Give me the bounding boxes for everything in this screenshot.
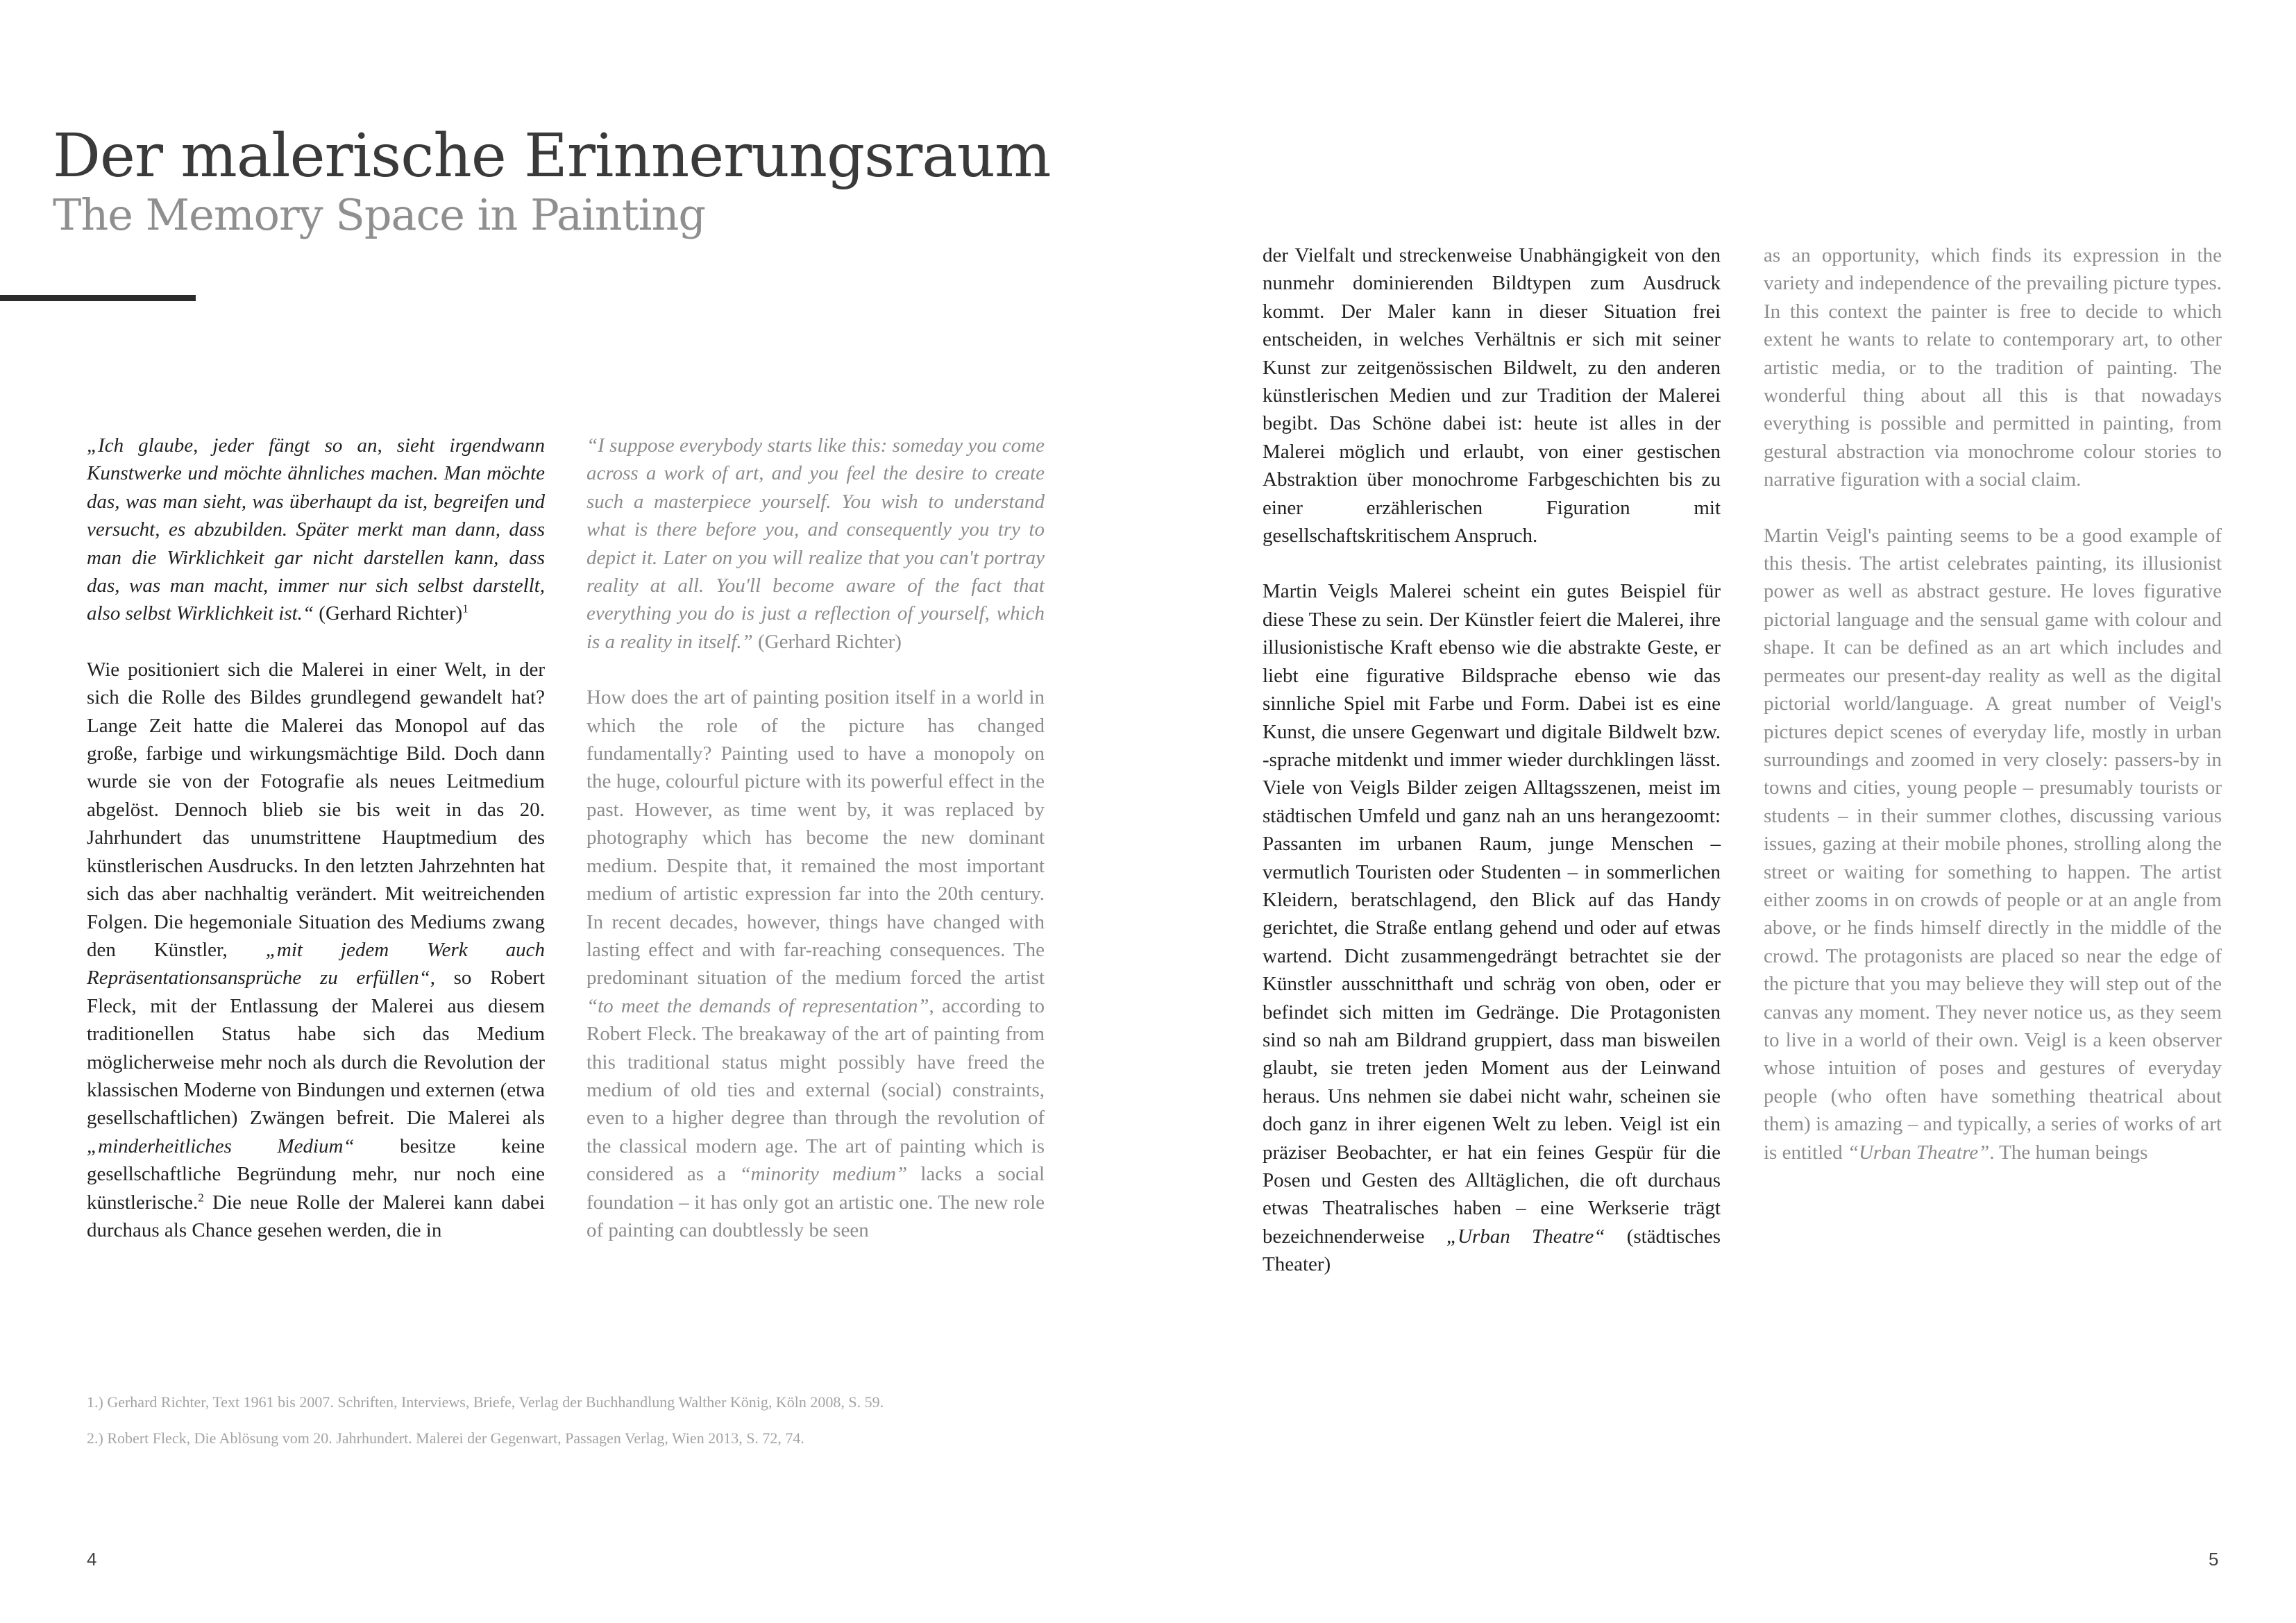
paragraph-text: (städtisches Theater) xyxy=(1263,1225,1721,1276)
quote-attribution: (Gerhard Richter) xyxy=(314,602,463,625)
paragraph-german-2 xyxy=(1263,577,1721,1278)
paragraph-english-1: as an opportunity, which finds its expression in the variety and independence of the prevailing picture types. In this context the painter is free to decide to which extent he wants to relate to contemporary art, to other artistic media, or to the tradition of painting. The wonderful thing about all this is that nowadays everything is possible and permitted in painting, from gestural abstraction via monochrome colour stories to narrative figuration with a social claim. xyxy=(1764,244,2222,491)
title-underline-rule xyxy=(0,295,196,301)
emphasis-quote: “to meet the demands of representation” xyxy=(586,994,929,1017)
page-number-right: 5 xyxy=(2209,1549,2219,1570)
paragraph-text: Wie positioniert sich die Malerei in einer Welt, in der sich die Rolle des Bildes grundlegend gewandelt hat? Lange Zeit hatte die Malerei das Monopol auf das große, farbige und wirkungsmächtige Bild. Doch dann wurde sie von der Fotografie als neues Leitmedium abgelöst. Dennoch blieb sie bis weit in das 20. Jahrhundert das unumstrittene Hauptmedium des künstlerischen Ausdrucks. In den letzten Jahrzehnten hat sich das aber nachhaltig verändert. Mit weitreichenden Folgen. Die hegemoniale Situation des Mediums zwang den Künstler, xyxy=(87,658,545,961)
emphasis-title: „Urban Theatre“ xyxy=(1446,1225,1605,1248)
footnote-ref-1: 1 xyxy=(462,602,469,615)
left-english-column xyxy=(586,432,1045,1244)
paragraph-text: lacks a social foundation – it has only got an artistic one. The new role of painting can doubtlessly be seen xyxy=(586,1163,1045,1241)
quote-text: “I suppose everybody starts like this: someday you come across a work of art, and you feel the desire to create such a masterpiece yourself. You wish to understand what is there before you, and consequently you try to depict it. Later on you will realize that you can't portray reality at all. You'll become aware of the fact that everything you do is just a reflection of yourself, which is a reality in itself.” xyxy=(586,434,1045,653)
paragraph-text: . The human beings xyxy=(1989,1141,2148,1164)
emphasis-quote: „minderheitliches Medium“ xyxy=(87,1135,355,1157)
emphasis-title: “Urban Theatre” xyxy=(1847,1141,1990,1164)
footnote-2: 2.) Robert Fleck, Die Ablösung vom 20. Jahrhundert. Malerei der Gegenwart, Passagen Verlag, Wien 2013, S. 72, 74. xyxy=(87,1429,804,1447)
quote-text: „Ich glaube, jeder fängt so an, sieht irgendwann Kunstwerke und möchte ähnliches machen. Man möchte das, was man sieht, was überhaupt da ist, begreifen und versucht, es abzubilden. Später merkt man dann, dass man die Wirklichkeit gar nicht darstellen kann, dass das, was man macht, immer nur sich selbst darstellt, also selbst Wirklichkeit ist.“ xyxy=(87,434,545,625)
paragraph-text: Die neue Rolle der Malerei kann dabei durchaus als Chance gesehen werden, die in xyxy=(87,1191,545,1241)
emphasis-quote: “minority medium” xyxy=(739,1163,908,1186)
left-german-column xyxy=(87,432,545,1244)
paragraph-text: , according to Robert Fleck. The breakaway of the art of painting from this traditional status might possibly have freed the medium of old ties and external (social) constraints, even to a higher degree than through the revolution of the classical modern age. The art of painting which is considered as a xyxy=(586,994,1045,1186)
page-number-left: 4 xyxy=(87,1549,97,1570)
paragraph-text: Martin Veigl's painting seems to be a good example of this thesis. The artist celebrates painting, its illusionist power as well as abstract gesture. He loves figurative pictorial language and the sensual game with colour and shape. It can be defined as an art which includes and permeates our present-day reality as well as the digital pictorial world/language. A great number of Veigl's pictures depict scenes of everyday life, mostly in urban surroundings and zoomed in very closely: passers-by in towns and cities, young people – presumably tourists or students – in their summer clothes, discussing various issues, gazing at their mobile phones, strolling along the street or waiting for something to happen. The artist either zooms in on crowds of people or at an angle from above, or he finds himself directly in the middle of the crowd. The protagonists are placed so near the edge of the picture that you may believe they will step out of the canvas any moment. They never notice us, as they seem to live in a world of their own. Veigl is a keen observer whose intuition of poses and gestures of everyday people (who often have something theatrical about them) is amazing – and typically, a series of works of art is entitled xyxy=(1764,524,2222,1164)
paragraph-german-1: der Vielfalt und streckenweise Unabhängigkeit von den nunmehr dominierenden Bildtypen zum Ausdruck kommt. Der Maler kann in dieser Situation frei entscheiden, in welches Verhältnis er sich mit seiner Kunst zur zeitgenössischen Bildwelt, zu den anderen künstlerischen Medien und zur Tradition der Malerei begibt. Das Schöne dabei ist: heute ist alles in der Malerei möglich und erlaubt, von einer gestischen Abstraktion über monochrome Farbgeschichten bis zu einer erzählerischen Figuration mit gesellschaftskritischem Anspruch. xyxy=(1263,244,1721,547)
footnotes xyxy=(87,1393,989,1465)
intro-paragraph-german xyxy=(87,656,545,1245)
paragraph-english-2 xyxy=(1764,522,2222,1166)
page-subtitle: The Memory Space in Painting xyxy=(53,189,706,240)
right-english-column xyxy=(1764,241,2222,1166)
quote-attribution: (Gerhard Richter) xyxy=(752,630,902,653)
intro-paragraph-english xyxy=(586,683,1045,1244)
footnote-ref-2: 2 xyxy=(198,1190,204,1204)
paragraph-text: besitze keine gesellschaftliche Begründung mehr, nur noch eine künstlerische. xyxy=(87,1135,545,1214)
paragraph-text: , so Robert Fleck, mit der Entlassung der Malerei aus diesem traditionellen Status habe sich das Medium möglicherweise mehr noch als durch die Revolution der klassischen Moderne von Bindungen und externen (etwa gesellschaftlichen) Zwängen befreit. Die Malerei als xyxy=(87,967,546,1130)
emphasis-quote: „mit jedem Werk auch Repräsentationsansprüche zu erfüllen“ xyxy=(87,938,545,989)
paragraph-text: How does the art of painting position itself in a world in which the role of the picture has changed fundamentally? Painting used to have a monopoly on the huge, colourful picture with its powerful effect in the past. However, as time went by, it was replaced by photography which has become the new dominant medium. Despite that, it remained the most important medium of artistic expression far into the 20th century. In recent decades, however, things have changed with lasting effect and with far-reaching consequences. The predominant situation of the medium forced the artist xyxy=(586,686,1045,989)
footnote-1: 1.) Gerhard Richter, Text 1961 bis 2007. Schriften, Interviews, Briefe, Verlag der Buchhandlung Walther König, Köln 2008, S. 59. xyxy=(87,1393,884,1411)
right-german-column xyxy=(1263,241,1721,1279)
richter-quote-english xyxy=(586,432,1045,656)
richter-quote-german xyxy=(87,432,545,628)
paragraph-text: Martin Veigls Malerei scheint ein gutes Beispiel für diese These zu sein. Der Künstler feiert die Malerei, ihre illusionistische Kraft ebenso wie die abstrakte Geste, er liebt eine figurative Bildsprache ebenso wie das sinnliche Spiel mit Farbe und Form. Dabei ist es eine Kunst, die unsere Gegenwart und digitale Bildwelt bzw. -sprache mitdenkt und immer wieder durchklingen lässt. Viele von Veigls Bilder zeigen Alltagsszenen, meist im städtischen Umfeld und ganz nah an uns herangezoomt: Passanten im urbanen Raum, junge Menschen – vermutlich Touristen oder Studenten – in sommerlichen Kleidern, beratschlagend, den Blick auf das Handy gerichtet, die Straße entlang gehend und oder auf etwas wartend. Dicht zusammengedrängt betrachtet sie der Künstler ausschnitthaft und schräg von oben, oder er befindet sich mitten im Gedränge. Die Protagonisten sind so nah am Bildrand gruppiert, dass man bisweilen glaubt, sie treten jeden Moment aus der Leinwand heraus. Uns nehmen sie dabei nicht wahr, scheinen sie doch ganz in ihrer eigenen Welt zu leben. Veigl ist ein präziser Beobachter, er hat ein feines Gespür für die Posen und Gesten des Alltäglichen, die oft durchaus etwas Theatralisches haben – eine Werkserie trägt bezeichnenderweise xyxy=(1263,580,1721,1248)
right-page xyxy=(1148,0,2296,1623)
page-title: Der malerische Erinnerungsraum xyxy=(53,121,1051,191)
